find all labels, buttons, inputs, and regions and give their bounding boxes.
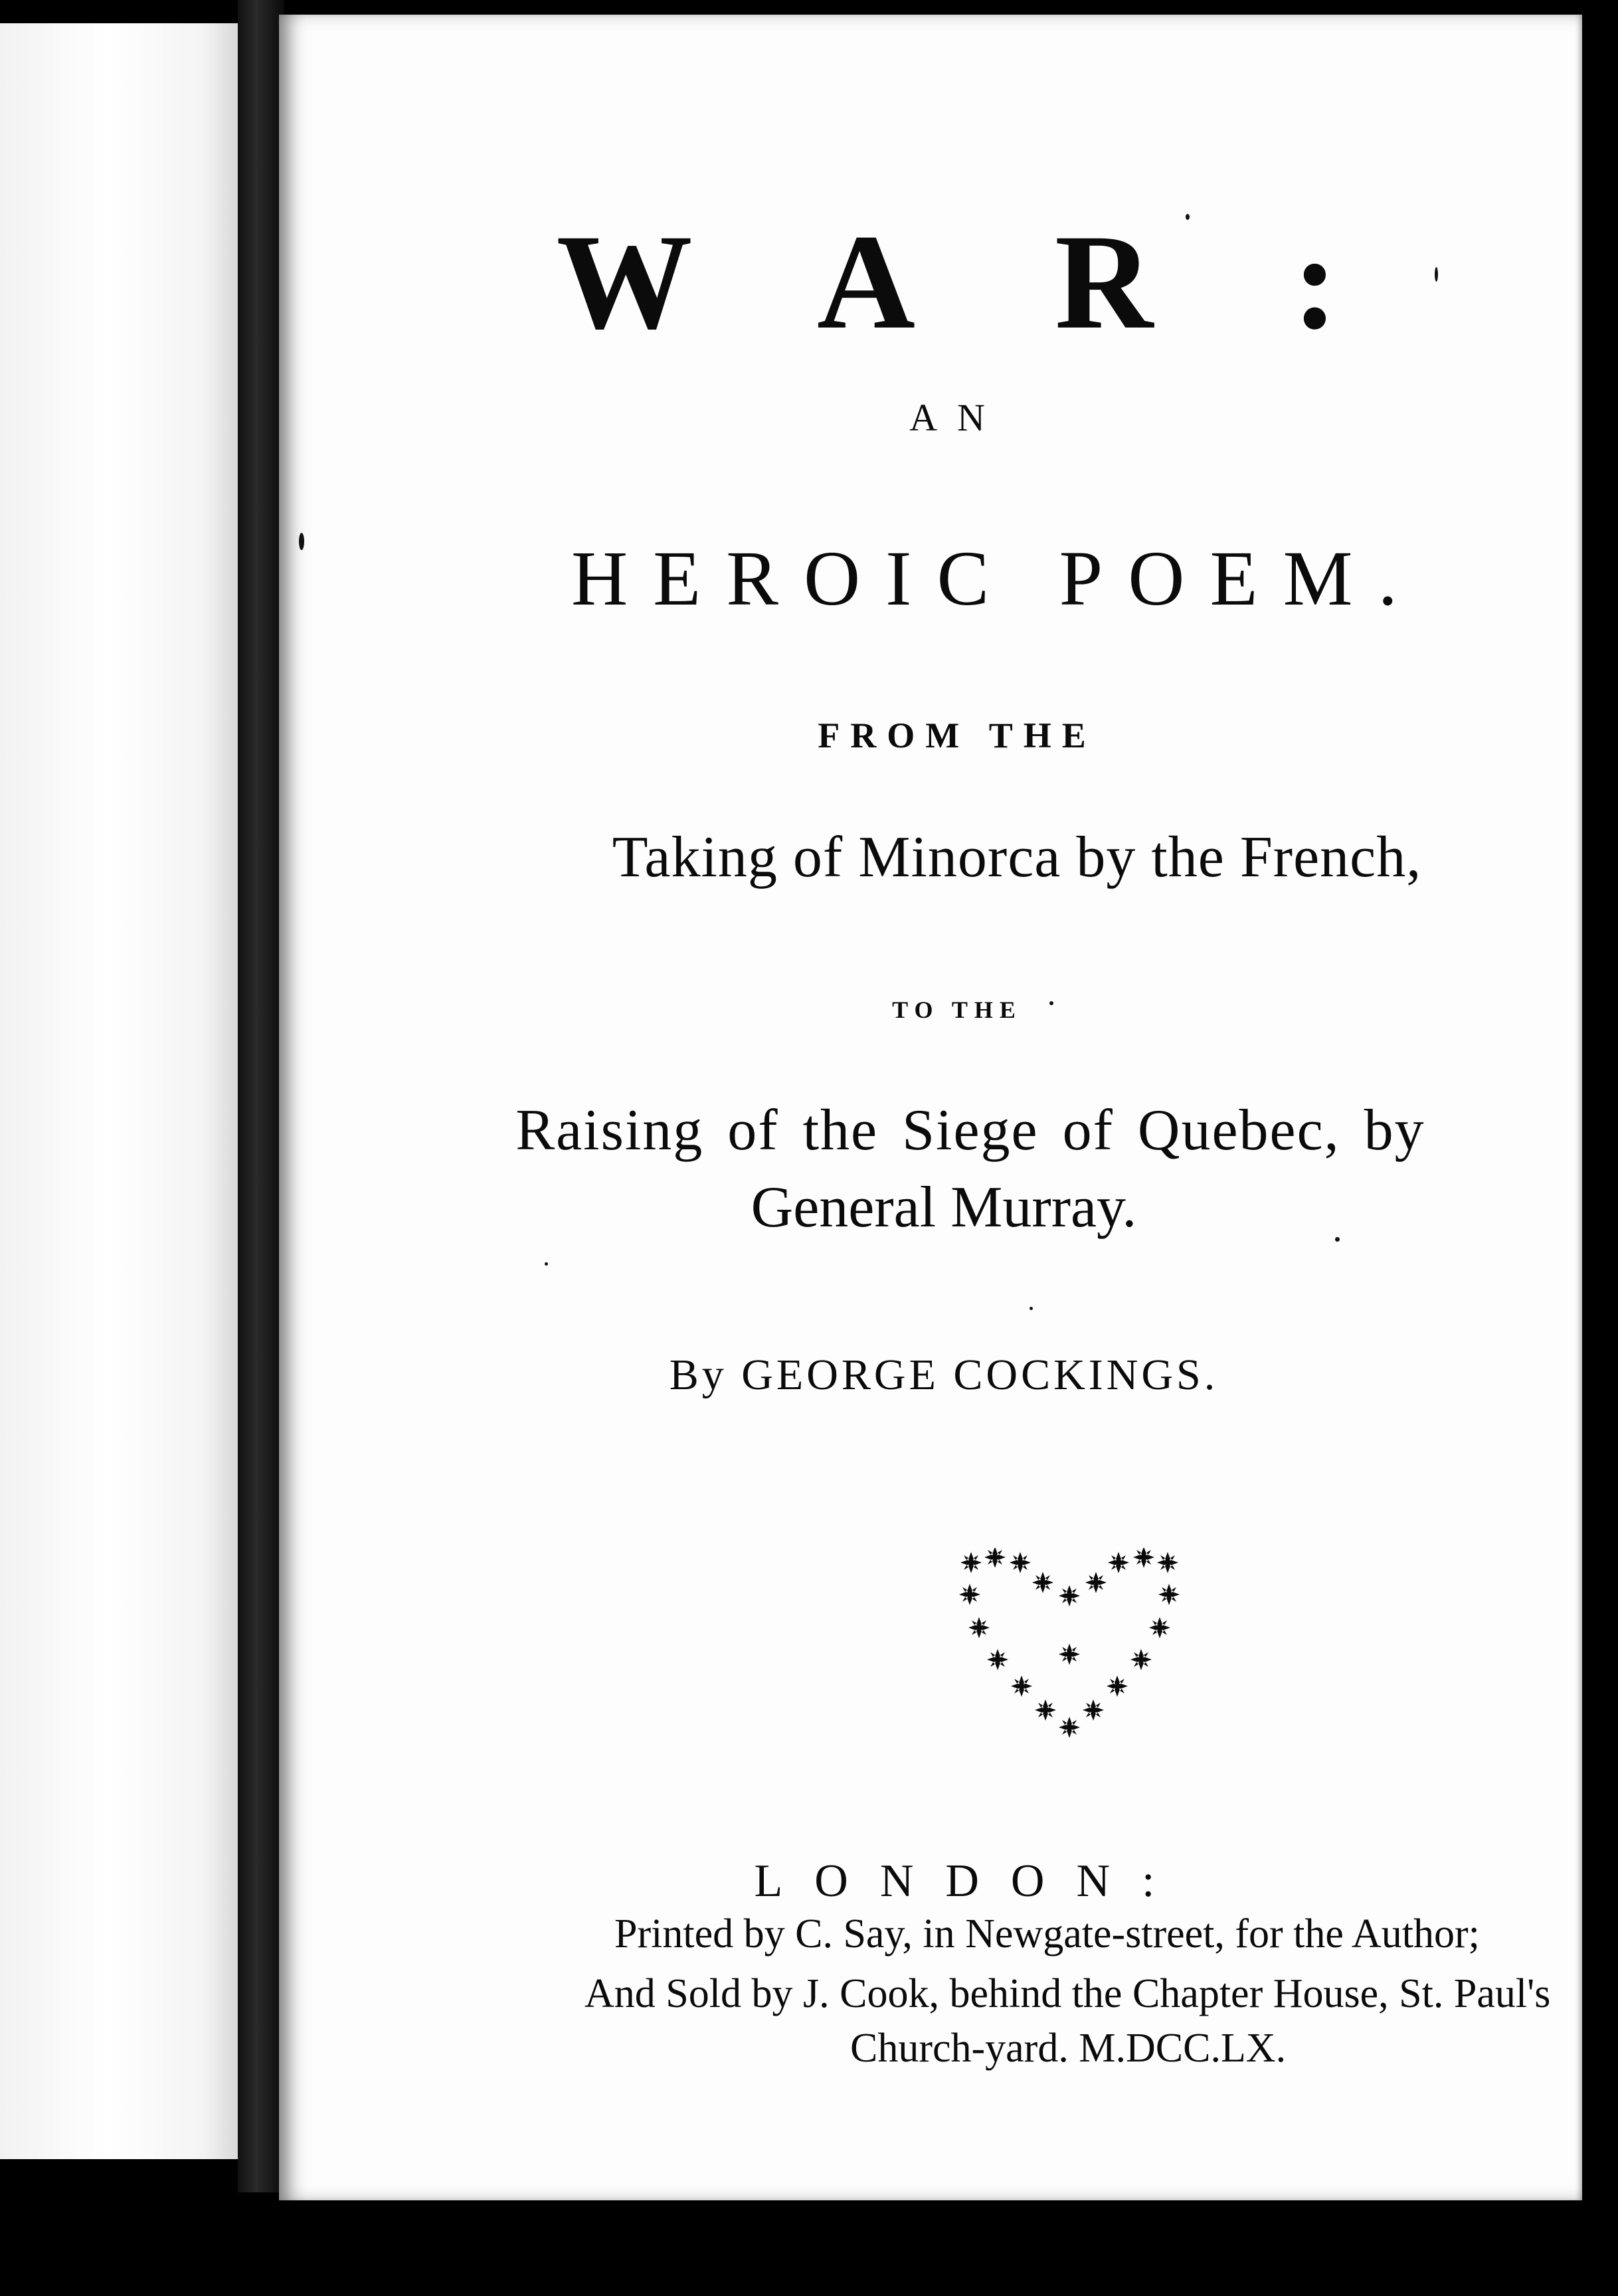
scan-speck xyxy=(1335,1237,1340,1242)
title-page xyxy=(279,15,1582,2200)
imprint-line-1: Printed by C. Say, in Newgate-street, for the Author; xyxy=(614,1911,1480,1957)
imprint-line-2: And Sold by J. Cook, behind the Chapter House, St. Paul's xyxy=(584,1971,1551,2016)
subtitle-raising: Raising of the Siege of Quebec, by xyxy=(515,1098,1425,1163)
subtitle-general: General Murray. xyxy=(751,1175,1137,1240)
previous-page-edge xyxy=(0,23,238,2159)
book-gutter xyxy=(238,0,284,2192)
subtitle-heroic-poem: HEROIC POEM. xyxy=(571,535,1423,622)
subtitle-from-the: FROM THE xyxy=(818,716,1097,755)
subtitle-to-the: TO THE xyxy=(892,997,1022,1023)
author-line: By GEORGE COCKINGS. xyxy=(669,1351,1219,1399)
imprint-city: LONDON: xyxy=(754,1856,1187,1907)
scan-speck xyxy=(545,1262,548,1266)
imprint-line-3: Church-yard. M.DCC.LX. xyxy=(850,2026,1287,2071)
page-title: WAR: xyxy=(556,207,1478,357)
heart-fleuron-ornament-icon xyxy=(956,1548,1182,1741)
scan-speck xyxy=(1030,1307,1033,1310)
subtitle-an: AN xyxy=(909,396,1005,439)
subtitle-taking: Taking of Minorca by the French, xyxy=(612,825,1422,890)
